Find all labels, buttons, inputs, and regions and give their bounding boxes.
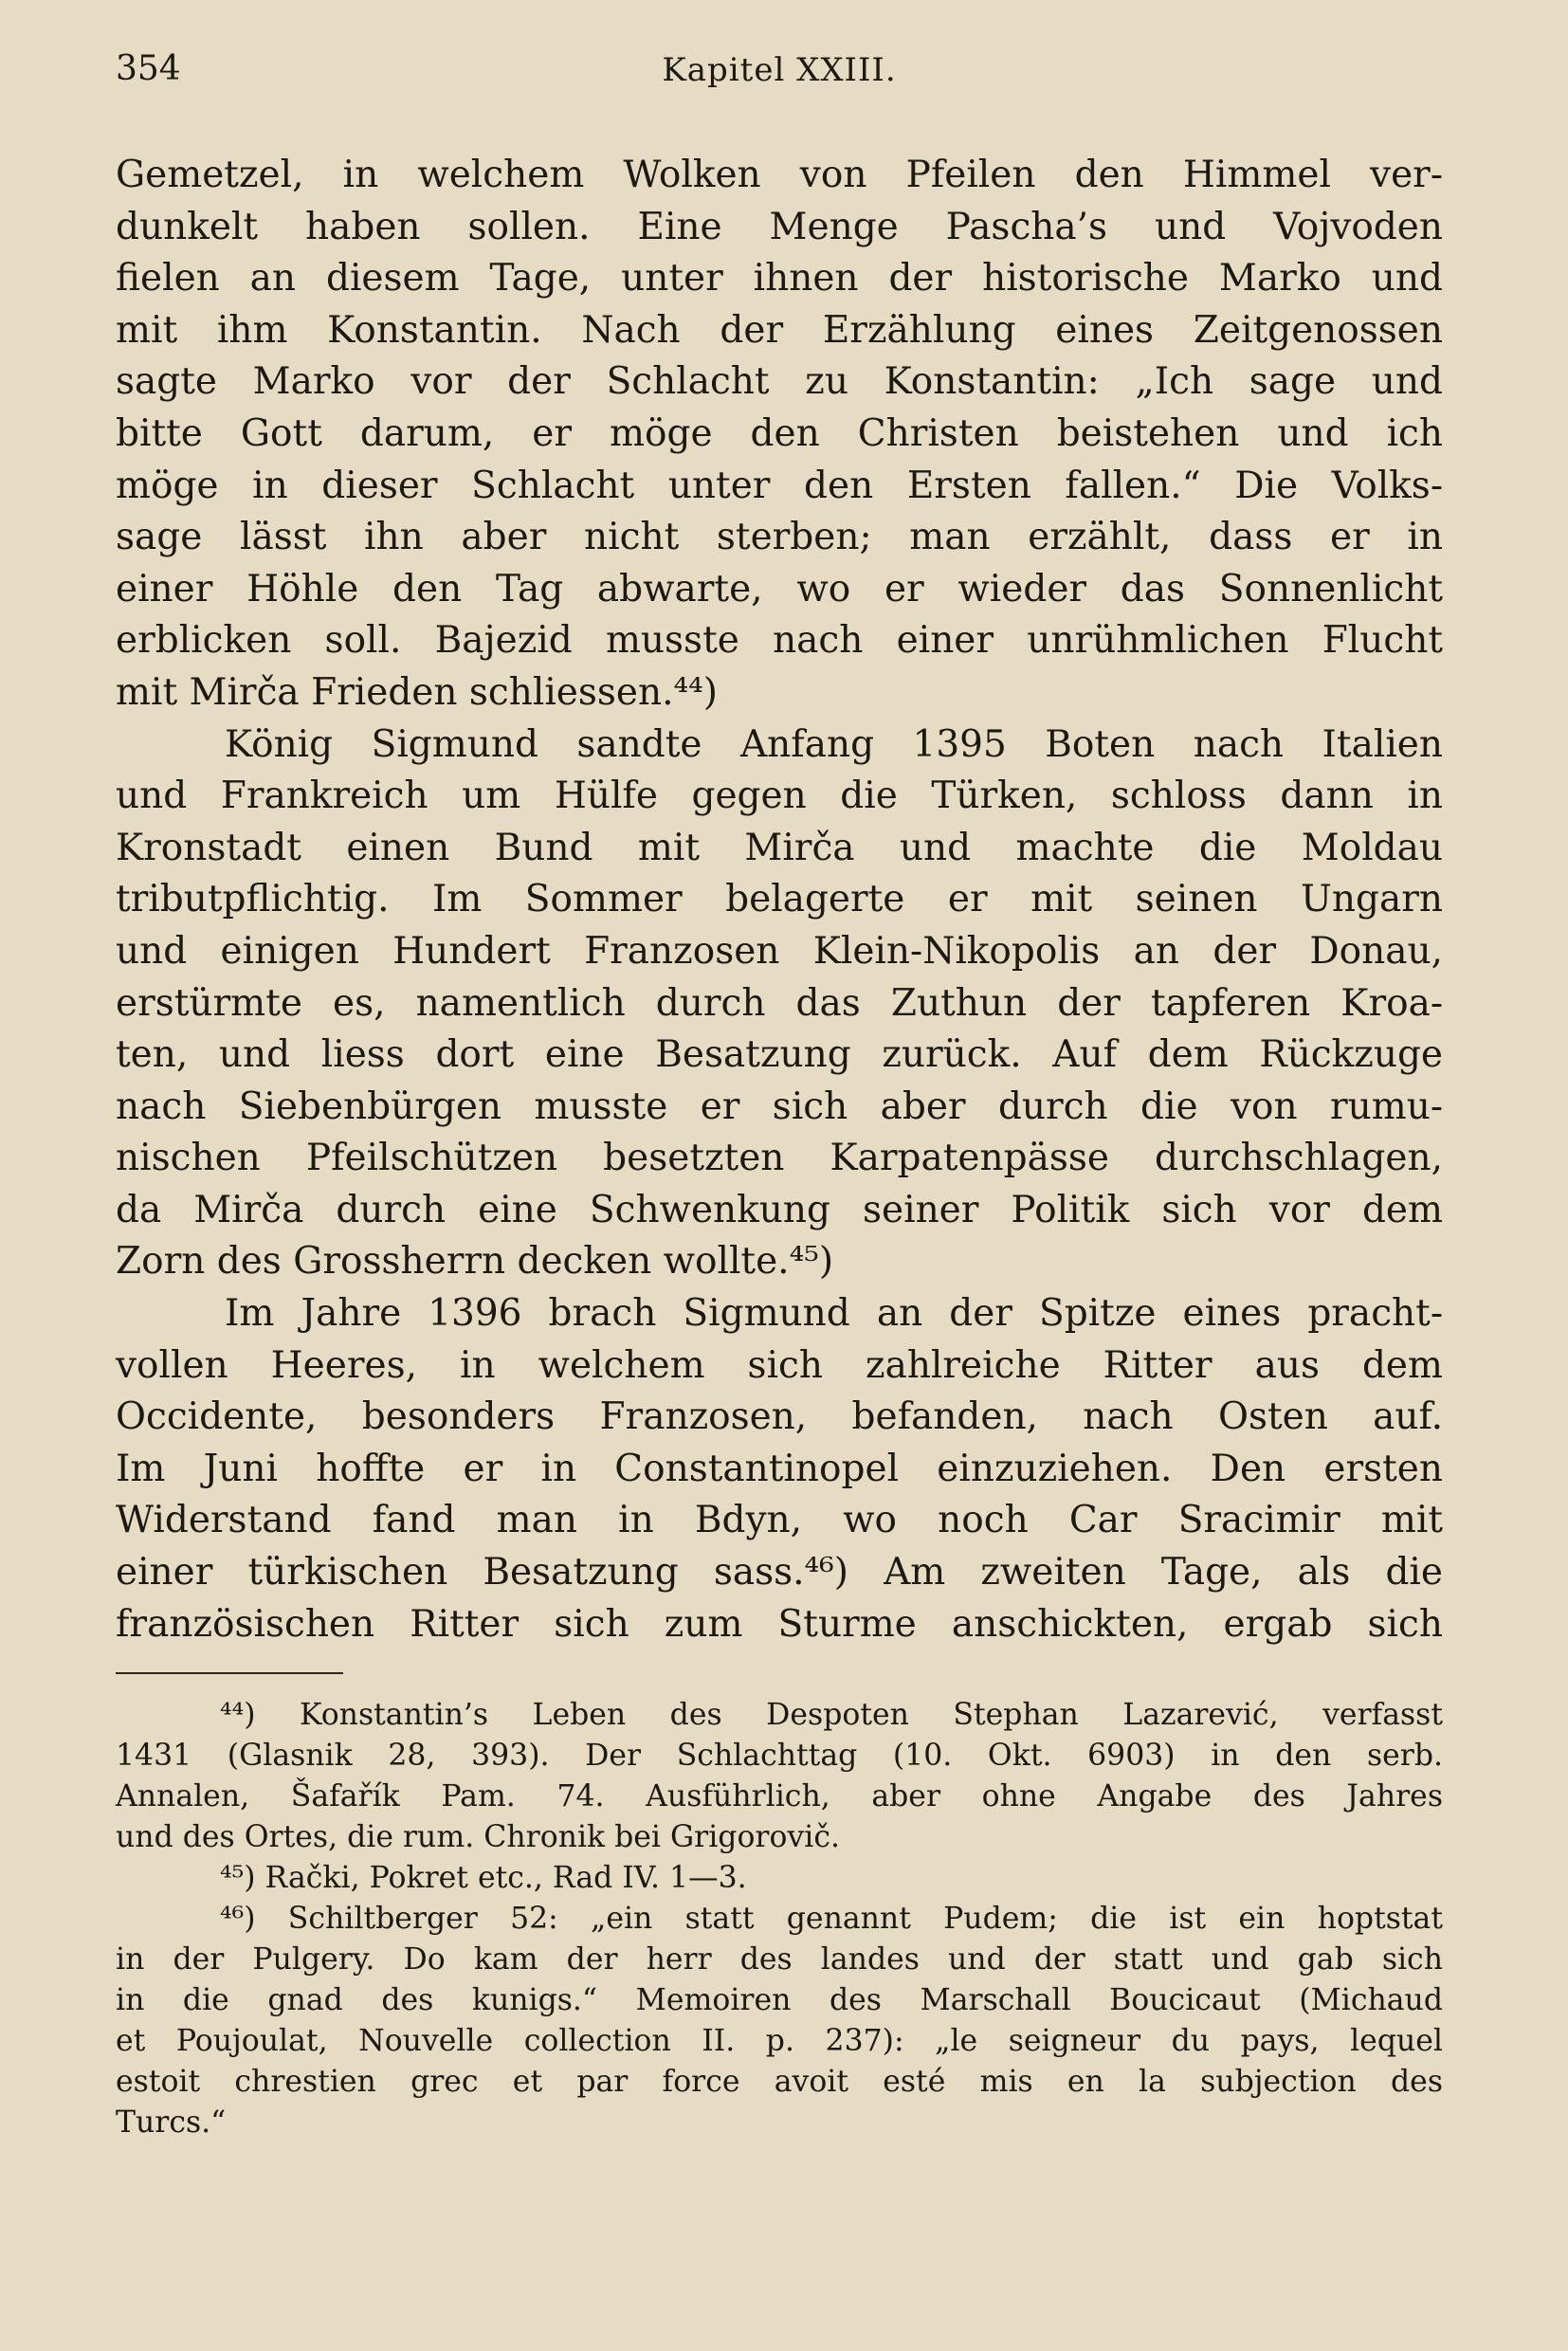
text-line: mit ihm Konstantin. Nach der Erzählung eines Zeitgenossen bbox=[116, 308, 1443, 352]
text-line: ten, und liess dort eine Besatzung zurück. Auf dem Rückzuge bbox=[116, 1033, 1443, 1077]
text-line: Zorn des Grossherrn decken wollte.⁴⁵) bbox=[116, 1240, 834, 1284]
footnote-line: Turcs.“ bbox=[116, 2105, 227, 2140]
text-line: nach Siebenbürgen musste er sich aber durch die von rumu- bbox=[116, 1084, 1443, 1128]
paragraph-first-line: Im Jahre 1396 brach Sigmund an der Spitze eines pracht- bbox=[225, 1292, 1443, 1336]
footnote-separator bbox=[116, 1672, 343, 1674]
text-line: französischen Ritter sich zum Sturme anschickten, ergab sich bbox=[116, 1602, 1443, 1646]
footnotes bbox=[116, 1695, 1443, 2143]
text-line: Kronstadt einen Bund mit Mirča und machte die Moldau bbox=[116, 826, 1443, 869]
text-line: und Frankreich um Hülfe gegen die Türken, schloss dann in bbox=[116, 775, 1443, 818]
page-number: 354 bbox=[116, 49, 181, 88]
text-line: und einigen Hundert Franzosen Klein-Nikopolis an der Donau, bbox=[116, 929, 1443, 973]
text-line: Occidente, besonders Franzosen, befanden, nach Osten auf. bbox=[116, 1395, 1443, 1439]
text-line: einer türkischen Besatzung sass.⁴⁶) Am zweiten Tage, als die bbox=[116, 1551, 1443, 1595]
text-line: tributpflichtig. Im Sommer belagerte er mit seinen Ungarn bbox=[116, 878, 1443, 921]
footnote-line: und des Ortes, die rum. Chronik bei Grigorovič. bbox=[116, 1820, 840, 1854]
text-line: Widerstand fand man in Bdyn, wo noch Car Sracimir mit bbox=[116, 1499, 1443, 1542]
text-line: vollen Heeres, in welchem sich zahlreiche Ritter aus dem bbox=[116, 1343, 1443, 1387]
text-line: dunkelt haben sollen. Eine Menge Pascha’s und Vojvoden bbox=[116, 205, 1443, 248]
footnote-line: 1431 (Glasnik 28, 393). Der Schlachttag (10. Okt. 6903) in den serb. bbox=[116, 1739, 1443, 1773]
text-line: sage lässt ihn aber nicht sterben; man erzählt, dass er in bbox=[116, 516, 1443, 559]
text-line: fielen an diesem Tage, unter ihnen der historische Marko und bbox=[116, 257, 1443, 301]
text-line: nischen Pfeilschützen besetzten Karpatenpässe durchschlagen, bbox=[116, 1137, 1443, 1180]
text-line: möge in dieser Schlacht unter den Ersten fallen.“ Die Volks- bbox=[116, 464, 1443, 507]
footnote-line: et Poujoulat, Nouvelle collection II. p. 237): „le seigneur du pays, lequel bbox=[116, 2024, 1443, 2058]
text-line: sagte Marko vor der Schlacht zu Konstantin: „Ich sage und bbox=[116, 360, 1443, 404]
body-text bbox=[116, 150, 1443, 1650]
text-line: erstürmte es, namentlich durch das Zuthun der tapferen Kroa- bbox=[116, 981, 1443, 1025]
text-line: erblicken soll. Bajezid musste nach einer unrühmlichen Flucht bbox=[116, 619, 1443, 663]
page-header bbox=[116, 49, 1443, 97]
footnote-line: in der Pulgery. Do kam der herr des landes und der statt und gab sich bbox=[116, 1942, 1443, 1977]
footnote-line: ⁴⁴) Konstantin’s Leben des Despoten Stephan Lazarević, verfasst bbox=[220, 1698, 1443, 1732]
footnote-line: ⁴⁵) Rački, Pokret etc., Rad IV. 1—3. bbox=[220, 1861, 747, 1895]
text-line: Im Juni hoffte er in Constantinopel einzuziehen. Den ersten bbox=[116, 1447, 1443, 1490]
footnote-line: Annalen, Šafařík Pam. 74. Ausführlich, aber ohne Angabe des Jahres bbox=[116, 1779, 1443, 1813]
paragraph-first-line: König Sigmund sandte Anfang 1395 Boten nach Italien bbox=[225, 722, 1443, 766]
running-head: Kapitel XXIII. bbox=[662, 51, 897, 89]
footnote-line: in die gnad des kunigs.“ Memoiren des Marschall Boucicaut (Michaud bbox=[116, 1983, 1443, 2017]
footnote-line: ⁴⁶) Schiltberger 52: „ein statt genannt Pudem; die ist ein hoptstat bbox=[220, 1902, 1443, 1936]
text-line: mit Mirča Frieden schliessen.⁴⁴) bbox=[116, 670, 718, 714]
text-line: einer Höhle den Tag abwarte, wo er wieder das Sonnenlicht bbox=[116, 567, 1443, 611]
footnote-line: estoit chrestien grec et par force avoit esté mis en la subjection des bbox=[116, 2065, 1443, 2099]
text-line: Gemetzel, in welchem Wolken von Pfeilen den Himmel ver- bbox=[116, 154, 1443, 196]
text-line: da Mirča durch eine Schwenkung seiner Politik sich vor dem bbox=[116, 1188, 1443, 1231]
text-line: bitte Gott darum, er möge den Christen beistehen und ich bbox=[116, 411, 1443, 455]
